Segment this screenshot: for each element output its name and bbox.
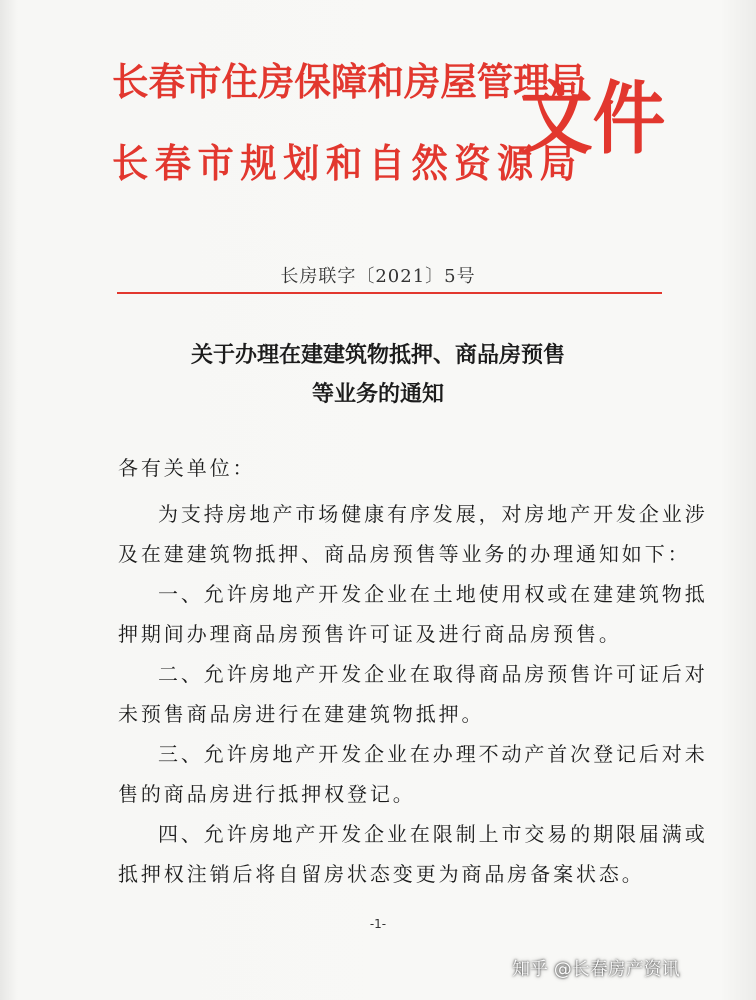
zhihu-watermark: 知乎 @长春房产资讯	[512, 959, 680, 980]
item-one-line-1: 一、允许房地产开发企业在土地使用权或在建建筑物抵	[158, 582, 708, 606]
intro-line-1: 为支持房地产市场健康有序发展，对房地产开发企业涉	[158, 502, 708, 526]
document-number: 长房联字〔2021〕5号	[280, 266, 476, 287]
item-four-line-1: 四、允许房地产开发企业在限制上市交易的期限届满或	[158, 822, 708, 846]
intro-line-2: 及在建建筑物抵押、商品房预售等业务的办理通知如下：	[118, 542, 691, 566]
issuer-planning-bureau: 长春市规划和自然资源局	[112, 141, 583, 187]
item-two-line-1: 二、允许房地产开发企业在取得商品房预售许可证后对	[158, 662, 708, 686]
document-label: 文件	[520, 72, 666, 165]
item-three-line-1: 三、允许房地产开发企业在办理不动产首次登记后对未	[158, 742, 708, 766]
page-number: -1-	[369, 917, 387, 931]
item-one-line-2: 押期间办理商品房预售许可证及进行商品房预售。	[118, 622, 622, 646]
notice-title-line-2: 等业务的通知	[311, 381, 444, 407]
item-two-line-2: 未预售商品房进行在建建筑物抵押。	[118, 702, 485, 726]
item-four-line-2: 抵押权注销后将自留房状态变更为商品房备案状态。	[118, 862, 645, 886]
salutation: 各有关单位：	[118, 456, 256, 480]
notice-title-line-1: 关于办理在建建筑物抵押、商品房预售	[190, 342, 565, 368]
red-divider	[117, 292, 662, 294]
issuer-housing-bureau: 长春市住房保障和房屋管理局	[112, 59, 587, 104]
item-three-line-2: 售的商品房进行抵押权登记。	[118, 782, 416, 806]
